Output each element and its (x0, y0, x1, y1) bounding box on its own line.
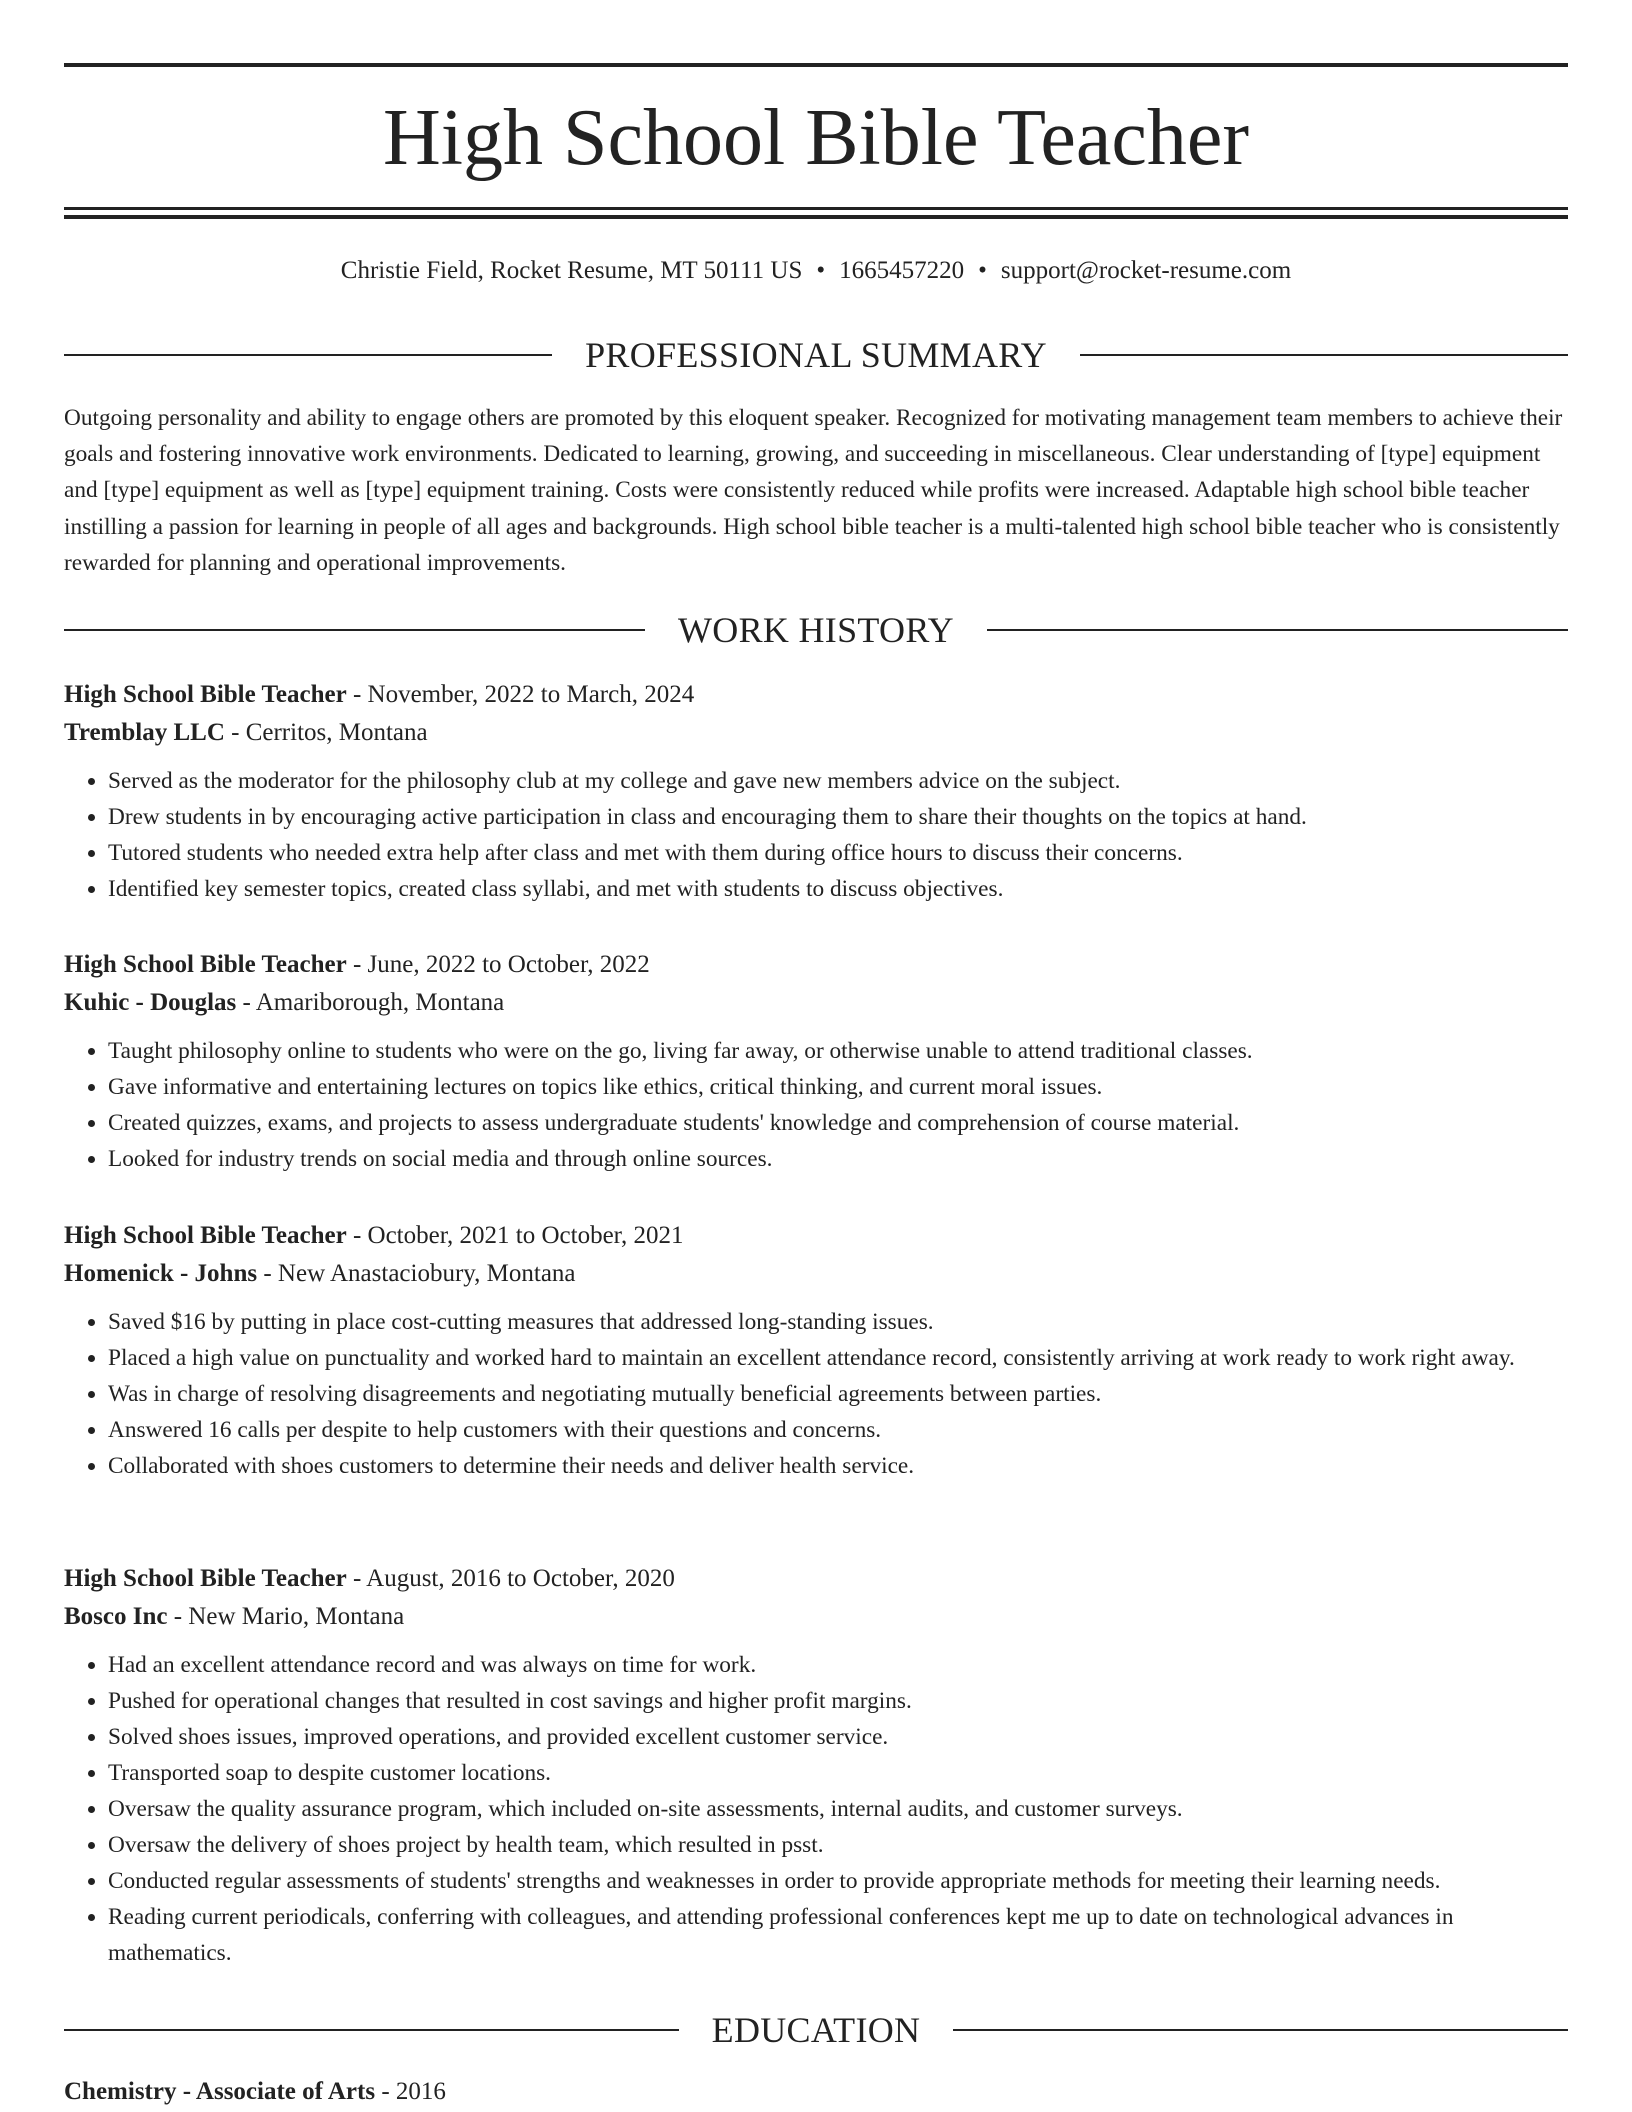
job-bullet: • Answered 16 calls per despite to help customers with their questions and concerns. (108, 1412, 1568, 1448)
section-heading-work-history (64, 607, 1568, 653)
section-heading-label: EDUCATION (711, 2010, 921, 2050)
contact-separator: • (978, 257, 987, 284)
job-bullet: • Taught philosophy online to students who were on the go, living far away, or otherwise unable to attend traditional classes. (108, 1033, 1568, 1069)
job-title: High School Bible Teacher (64, 681, 347, 708)
section-heading-label: WORK HISTORY (678, 610, 954, 650)
contact-email: support@rocket-resume.com (1000, 257, 1292, 284)
job-bullet: • Looked for industry trends on social media and through online sources. (108, 1141, 1568, 1177)
job-title: High School Bible Teacher (64, 1222, 347, 1249)
heading-rule-right (953, 2029, 1568, 2031)
job-company-line (64, 984, 1568, 1022)
job-bullet: • Solved shoes issues, improved operations, and provided excellent customer service. (108, 1719, 1568, 1755)
job-title-line (64, 1560, 1568, 1598)
job-dates: - August, 2016 to October, 2020 (346, 1565, 675, 1592)
summary-text: Outgoing personality and ability to engage others are promoted by this eloquent speaker. Recognized for motivating management team members to achieve their goals and fostering innovative work environments. Dedicated to learning, growing, and succeeding in miscellaneous. Clear understanding of [type] equipment and [type] equipment as well as [type] equipment training. Costs were consistently reduced while profits were increased. Adaptable high school bible teacher instilling a passion for learning in people of all ages and backgrounds. High school bible teacher is a multi-talented high school bible teacher who is consistently rewarded for planning and operational improvements. (64, 405, 1563, 576)
job-bullets (64, 1647, 1568, 1971)
heading-rule-left (64, 354, 552, 356)
job-bullet: • Reading current periodicals, conferring with colleagues, and attending professional conferences kept me up to date on technological advances in mathematics. (108, 1899, 1568, 1971)
job-bullet: • Pushed for operational changes that resulted in cost savings and higher profit margins. (108, 1683, 1568, 1719)
contact-separator: • (816, 257, 826, 284)
job-entry (64, 1560, 1568, 1971)
job-bullet: • Gave informative and entertaining lectures on topics like ethics, critical thinking, and current moral issues. (108, 1069, 1568, 1105)
job-bullet: • Was in charge of resolving disagreements and negotiating mutually beneficial agreements between parties. (108, 1376, 1568, 1412)
job-bullet: • Transported soap to despite customer locations. (108, 1755, 1568, 1791)
job-company: Bosco Inc (64, 1603, 168, 1630)
job-company: Kuhic - Douglas (64, 989, 237, 1016)
job-location: - Cerritos, Montana (224, 719, 428, 746)
section-heading-summary (64, 332, 1568, 378)
job-company-line (64, 1255, 1568, 1293)
contact-line (64, 254, 1568, 288)
job-entry (64, 676, 1568, 907)
job-title-line (64, 946, 1568, 984)
job-entry (64, 946, 1568, 1177)
job-dates: - October, 2021 to October, 2021 (346, 1222, 684, 1249)
job-bullet: • Conducted regular assessments of students' strengths and weaknesses in order to provide appropriate methods for meeting their learning needs. (108, 1863, 1568, 1899)
section-heading-education (64, 2007, 1568, 2053)
contact-phone: 1665457220 (839, 257, 965, 284)
job-bullet: • Drew students in by encouraging active participation in class and encouraging them to share their thoughts on the topics at hand. (108, 799, 1568, 835)
job-dates: - November, 2022 to March, 2024 (346, 681, 695, 708)
job-bullet: • Oversaw the quality assurance program, which included on-site assessments, internal audits, and customer surveys. (108, 1791, 1568, 1827)
education-degree: Chemistry - Associate of Arts (64, 2078, 376, 2105)
education-year: - 2016 (375, 2078, 446, 2105)
heading-rule-right (1080, 354, 1568, 356)
job-title: High School Bible Teacher (64, 951, 347, 978)
job-bullets (64, 763, 1568, 907)
job-bullets (64, 1033, 1568, 1177)
heading-rule-left (64, 2029, 679, 2031)
contact-address: Christie Field, Rocket Resume, MT 50111 US (340, 257, 803, 284)
job-bullet: • Tutored students who needed extra help after class and met with them during office hours to discuss their concerns. (108, 835, 1568, 871)
heading-rule-right (987, 629, 1568, 631)
resume-title: High School Bible Teacher (382, 94, 1250, 182)
job-bullet: • Identified key semester topics, created class syllabi, and met with students to discuss objectives. (108, 871, 1568, 907)
job-bullet: • Served as the moderator for the philosophy club at my college and gave new members advice on the subject. (108, 763, 1568, 799)
job-bullets (64, 1304, 1568, 1484)
heading-rule-left (64, 629, 645, 631)
title-rule-lower (64, 215, 1568, 219)
education-entry (64, 2073, 1568, 2111)
job-company-line (64, 714, 1568, 752)
title-rule-upper (64, 207, 1568, 210)
job-location: - New Mario, Montana (167, 1603, 405, 1630)
section-heading-label: PROFESSIONAL SUMMARY (585, 335, 1047, 375)
job-company-line (64, 1598, 1568, 1636)
job-bullet: • Oversaw the delivery of shoes project by health team, which resulted in psst. (108, 1827, 1568, 1863)
job-title-line (64, 1217, 1568, 1255)
job-title: High School Bible Teacher (64, 1565, 347, 1592)
job-company: Homenick - Johns (64, 1260, 258, 1287)
job-bullet: • Placed a high value on punctuality and worked hard to maintain an excellent attendance record, consistently arriving at work ready to work right away. (108, 1340, 1568, 1376)
job-title-line (64, 676, 1568, 714)
job-dates: - June, 2022 to October, 2022 (346, 951, 650, 978)
job-bullet: • Collaborated with shoes customers to determine their needs and deliver health service. (108, 1448, 1568, 1484)
job-location: - New Anastaciobury, Montana (257, 1260, 576, 1287)
job-company: Tremblay LLC (64, 719, 225, 746)
job-entry (64, 1217, 1568, 1484)
job-location: - Amariborough, Montana (236, 989, 505, 1016)
top-rule (64, 63, 1568, 67)
job-bullet: • Had an excellent attendance record and was always on time for work. (108, 1647, 1568, 1683)
job-bullet: • Saved $16 by putting in place cost-cutting measures that addressed long-standing issues. (108, 1304, 1568, 1340)
job-bullet: • Created quizzes, exams, and projects to assess undergraduate students' knowledge and comprehension of course material. (108, 1105, 1568, 1141)
